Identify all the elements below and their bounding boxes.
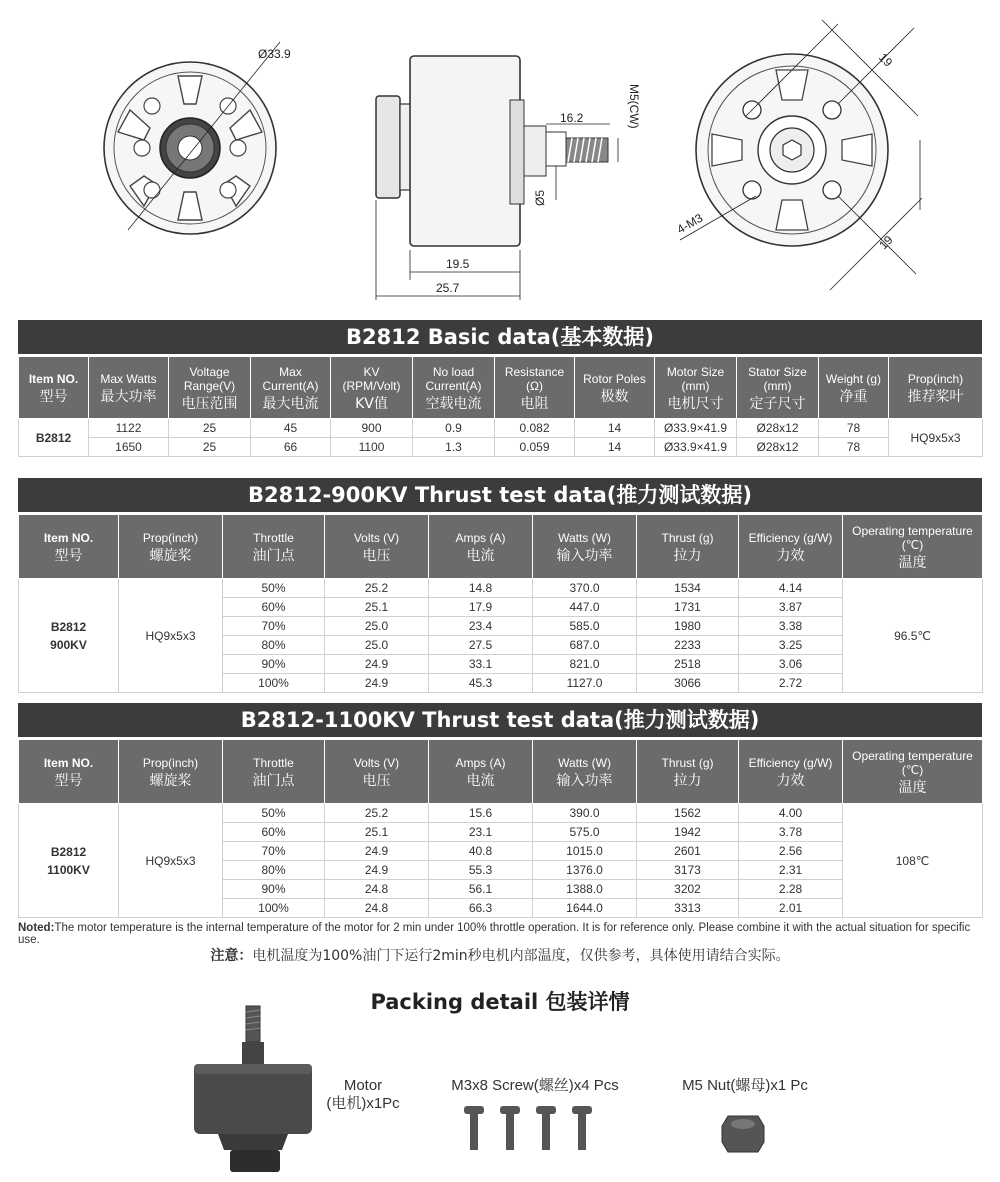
table-row: 60% 25.1 17.9 447.0 1731 3.87	[19, 598, 983, 617]
front-view-drawing	[90, 0, 310, 240]
header-item-no: Item NO. 型号	[19, 357, 89, 419]
temperature-cell: 108℃	[843, 804, 983, 918]
screw-label: M3x8 Screw(螺丝)x4 Pcs	[451, 1077, 619, 1094]
th-volts: Volts (V) 电压	[325, 515, 429, 579]
th-temperature: Operating temperature (℃) 温度	[843, 740, 983, 804]
item-cell: B2812 900KV	[19, 579, 119, 693]
header-max-current: Max Current(A) 最大电流	[251, 357, 331, 419]
thrust-1100kv-table	[18, 739, 983, 918]
note-chinese: 注意：电机温度为100%油门下运行2min秒电机内部温度，仅供参考，具体使用请结合实际。	[210, 948, 790, 964]
mounting-holes-label: 4-M3	[674, 210, 706, 237]
th-prop: Prop(inch) 螺旋桨	[119, 740, 223, 804]
thrust-900kv-title: B2812-900KV Thrust test data(推力测试数据)	[18, 478, 982, 512]
thrust-1100kv-title: B2812-1100KV Thrust test data(推力测试数据)	[18, 703, 982, 737]
shaft-length-label: 16.2	[560, 111, 584, 125]
th-amps: Amps (A) 电流	[429, 740, 533, 804]
table-row: 90% 24.8 56.1 1388.0 3202 2.28	[19, 880, 983, 899]
nut-label: M5 Nut(螺母)x1 Pc	[682, 1077, 808, 1094]
prop-cell: HQ9x5x3	[889, 419, 983, 457]
th-amps: Amps (A) 电流	[429, 515, 533, 579]
note-english: Noted:The motor temperature is the internal temperature of the motor for 2 min under 100% throttle operation. It is for reference only. Please combine it with the actual situation for specific use.	[18, 922, 971, 946]
table-row: B2812 1122 25 45 900 0.9 0.082 14 Ø33.9×41.9 Ø28x12 78 HQ9x5x3	[19, 419, 983, 438]
shaft-diameter-label: Ø5	[533, 189, 547, 206]
table-row: 70% 25.0 23.4 585.0 1980 3.38	[19, 617, 983, 636]
header-rotor-poles: Rotor Poles 极数	[575, 357, 655, 419]
th-item-no: Item NO. 型号	[19, 515, 119, 579]
thread-label: M5(CW)	[627, 84, 641, 129]
header-weight: Weight (g) 净重	[819, 357, 889, 419]
packing-title: Packing detail 包装详情	[370, 990, 630, 1014]
table-row: 100% 24.8 66.3 1644.0 3313 2.01	[19, 899, 983, 918]
back-view-drawing	[670, 0, 1000, 300]
th-efficiency: Efficiency (g/W) 力效	[739, 740, 843, 804]
th-efficiency: Efficiency (g/W) 力效	[739, 515, 843, 579]
basic-data-title: B2812 Basic data(基本数据)	[18, 320, 982, 354]
diameter-label: Ø33.9	[258, 47, 291, 61]
table-row: 60% 25.1 23.1 575.0 1942 3.78	[19, 823, 983, 842]
item-cell: B2812 1100KV	[19, 804, 119, 918]
table-row: B2812 1100KV HQ9x5x3 50% 25.2 15.6 390.0 1562 4.00 108℃	[19, 804, 983, 823]
header-voltage-range: Voltage Range(V) 电压范围	[169, 357, 251, 419]
th-thrust: Thrust (g) 拉力	[637, 740, 739, 804]
basic-data-table	[18, 356, 983, 457]
prop-cell: HQ9x5x3	[119, 579, 223, 693]
table-row: 70% 24.9 40.8 1015.0 2601 2.56	[19, 842, 983, 861]
table-row: 80% 24.9 55.3 1376.0 3173 2.31	[19, 861, 983, 880]
motor-photo	[190, 1000, 320, 1180]
item-cell: B2812	[19, 419, 89, 457]
th-item-no: Item NO. 型号	[19, 740, 119, 804]
prop-cell: HQ9x5x3	[119, 804, 223, 918]
screws-photo	[460, 1104, 600, 1154]
nut-photo	[718, 1112, 768, 1156]
th-volts: Volts (V) 电压	[325, 740, 429, 804]
total-length-label: 25.7	[436, 281, 460, 295]
thrust-900kv-table	[18, 514, 983, 693]
header-max-watts: Max Watts 最大功率	[89, 357, 169, 419]
header-stator-size: Stator Size (mm) 定子尺寸	[737, 357, 819, 419]
table-row: 100% 24.9 45.3 1127.0 3066 2.72	[19, 674, 983, 693]
th-throttle: Throttle 油门点	[223, 740, 325, 804]
table-row: B2812 900KV HQ9x5x3 50% 25.2 14.8 370.0 1534 4.14 96.5℃	[19, 579, 983, 598]
table-row: 90% 24.9 33.1 821.0 2518 3.06	[19, 655, 983, 674]
hole-pitch-label-top: 19	[875, 50, 896, 70]
technical-drawings	[0, 0, 1000, 310]
header-resistance: Resistance (Ω) 电阻	[495, 357, 575, 419]
header-no-load-current: No load Current(A) 空载电流	[413, 357, 495, 419]
motor-label: Motor (电机)x1Pc	[326, 1077, 400, 1112]
header-motor-size: Motor Size (mm) 电机尺寸	[655, 357, 737, 419]
table-row: 1650 25 66 1100 1.3 0.059 14 Ø33.9×41.9 Ø28x12 78	[19, 438, 983, 457]
th-prop: Prop(inch) 螺旋桨	[119, 515, 223, 579]
th-watts: Watts (W) 输入功率	[533, 740, 637, 804]
th-thrust: Thrust (g) 拉力	[637, 515, 739, 579]
header-prop: Prop(inch) 推荐桨叶	[889, 357, 983, 419]
side-view-drawing	[360, 0, 660, 310]
temperature-cell: 96.5℃	[843, 579, 983, 693]
body-length-label: 19.5	[446, 257, 470, 271]
table-row: 80% 25.0 27.5 687.0 2233 3.25	[19, 636, 983, 655]
th-watts: Watts (W) 输入功率	[533, 515, 637, 579]
th-temperature: Operating temperature (℃) 温度	[843, 515, 983, 579]
hole-pitch-label-bottom: 19	[876, 232, 896, 253]
header-kv: KV (RPM/Volt) KV值	[331, 357, 413, 419]
th-throttle: Throttle 油门点	[223, 515, 325, 579]
